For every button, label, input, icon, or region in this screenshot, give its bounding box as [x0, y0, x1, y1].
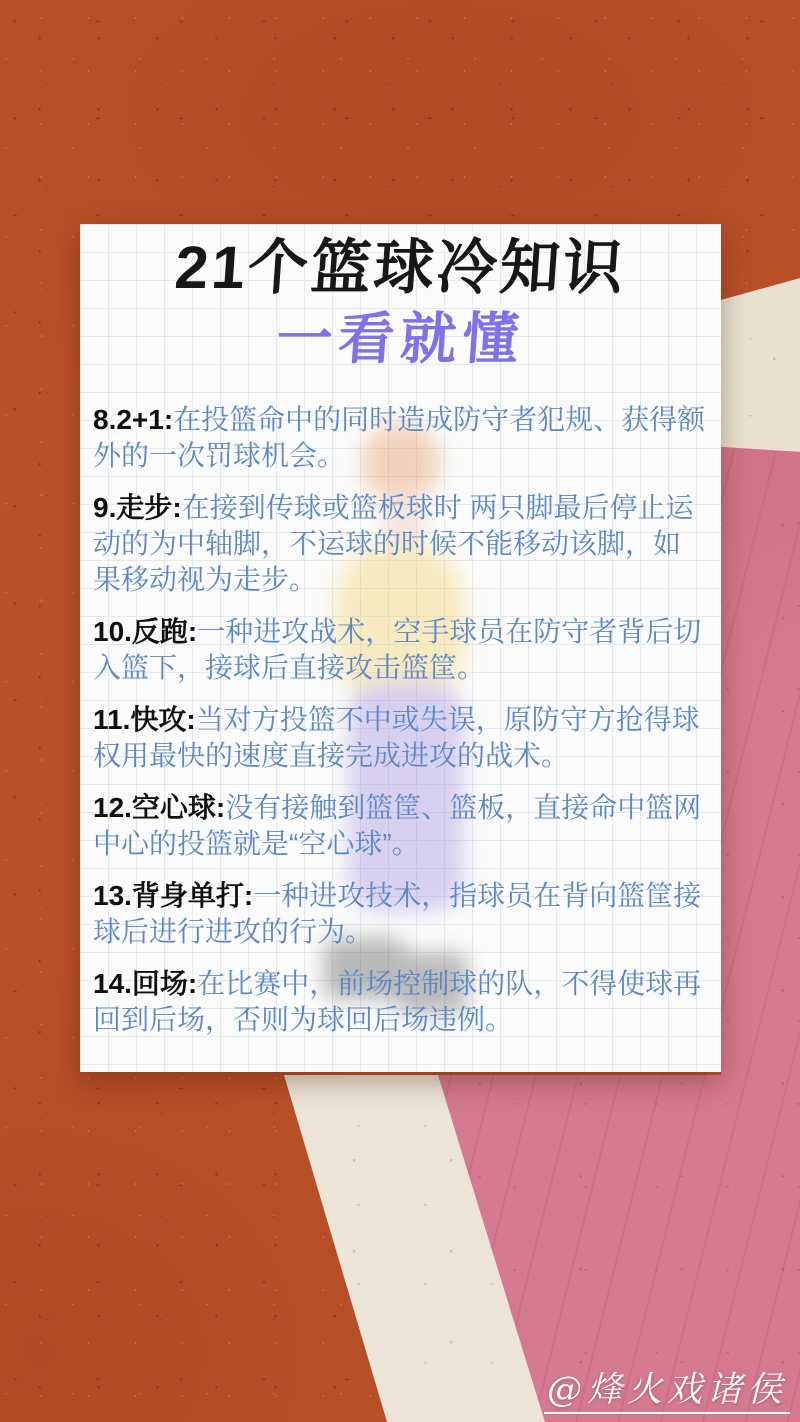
poster-title: 21个篮球冷知识	[172, 234, 629, 301]
fact-text: 在接到传球或篮板球时 两只脚最后停止运动的为中轴脚，不运球的时候不能移动该脚，如果移动视为走步。	[93, 492, 694, 595]
fact-item	[93, 702, 708, 774]
fact-item	[93, 790, 708, 862]
fact-text: 在投篮命中的同时造成防守者犯规、获得额外的一次罚球机会。	[93, 404, 706, 471]
poster-subtitle: 一看就懂	[274, 307, 527, 370]
fact-label: 10.反跑:	[93, 616, 198, 647]
fact-label: 13.背身单打:	[93, 880, 254, 911]
info-card	[80, 224, 721, 1072]
fact-text: 在比赛中，前场控制球的队，不得使球再回到后场，否则为球回后场违例。	[93, 968, 702, 1035]
fact-item	[93, 402, 708, 474]
fact-label: 8.2+1:	[93, 404, 174, 435]
fact-item	[93, 878, 708, 950]
title-block	[80, 224, 721, 374]
fact-text: 一种进攻技术，指球员在背向篮筐接球后进行进攻的行为。	[93, 880, 702, 947]
fact-label: 9.走步:	[93, 492, 182, 523]
fact-item	[93, 614, 708, 686]
fact-label: 14.回场:	[93, 968, 198, 999]
fact-item	[93, 490, 708, 598]
fact-list	[80, 374, 721, 1038]
fact-text: 一种进攻战术，空手球员在防守者背后切入篮下，接球后直接攻击篮筐。	[93, 616, 702, 683]
fact-label: 12.空心球:	[93, 792, 226, 823]
fact-text: 没有接触到篮筐、篮板，直接命中篮网中心的投篮就是“空心球”。	[93, 792, 702, 859]
fact-item	[93, 966, 708, 1038]
fact-text: 当对方投篮不中或失误，原防守方抢得球权用最快的速度直接完成进攻的战术。	[93, 704, 700, 771]
watermark: @烽火戏诸侯	[544, 1371, 790, 1414]
fact-label: 11.快攻:	[93, 704, 196, 735]
